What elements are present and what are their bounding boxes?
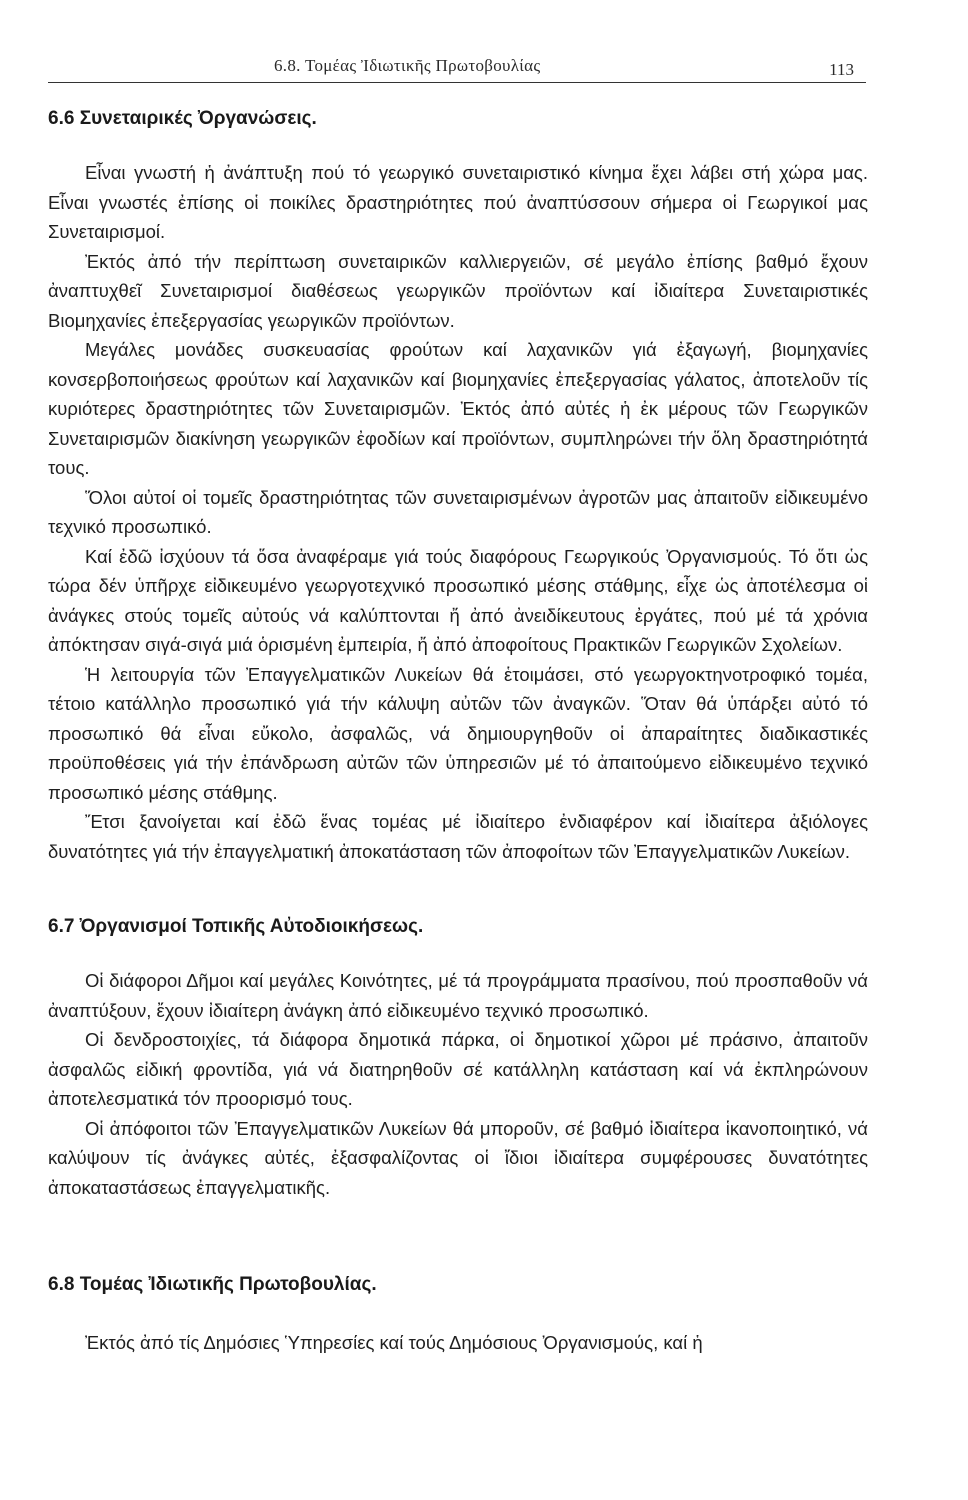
section-body-6-7: [48, 966, 868, 1202]
running-head-title: 6.8. Τομέας Ἰδιωτικῆς Πρωτοβουλίας: [274, 56, 541, 75]
paragraph: Εἶναι γνωστή ἡ ἀνάπτυξη πού τό γεωργικό συνεταιριστικό κίνημα ἔχει λάβει στή χώρα μας. Εἶναι γνωστές ἐπίσης οἱ ποικίλες δραστηριότητες πού ἀναπτύσσουν σήμερα οἱ Γεωργικοί μας Συνεταιρισμοί.: [48, 162, 868, 242]
paragraph: Μεγάλες μονάδες συσκευασίας φρούτων καί λαχανικῶν γιά ἐξαγωγή, βιομηχανίες κονσερβοποιήσεως φρούτων καί λαχανικῶν καί βιομηχανίες ἐπεξεργασίας γάλατος, ἀποτελοῦν τίς κυριότερες δραστηριότητες τῶν Συνεταιρισμῶν. Ἐκτός ἀπό αὐτές ἡ ἐκ μέρους τῶν Γεωργικῶν Συνεταιρισμῶν διακίνηση γεωργικῶν ἐφοδίων καί προϊόντων, συμπληρώνει τήν ὅλη δραστηριότητά τους.: [48, 339, 868, 478]
header-rule: [48, 82, 866, 83]
section-heading-6-8: 6.8 Τομέας Ἰδιωτικῆς Πρωτοβουλίας.: [48, 1274, 377, 1295]
section-heading-6-6: 6.6 Συνεταιρικές Ὀργανώσεις.: [48, 108, 317, 129]
paragraph: Ἔτσι ξανοίγεται καί ἐδῶ ἕνας τομέας μέ ἰδιαίτερο ἐνδιαφέρον καί ἰδιαίτερα ἀξιόλογες δυνατότητες γιά τήν ἐπαγγελματική ἀποκατάσταση τῶν ἀποφοίτων τῶν Ἐπαγγελματικῶν Λυκείων.: [48, 811, 868, 862]
paragraph: Ἐκτός ἀπό τίς Δημόσιες Ὑπηρεσίες καί τούς Δημόσιους Ὀργανισμούς, καί ἡ: [85, 1332, 703, 1353]
paragraph: Ὅλοι αὐτοί οἱ τομεῖς δραστηριότητας τῶν συνεταιρισμένων ἀγροτῶν μας ἀπαιτοῦν εἰδικευμένο τεχνικό προσωπικό.: [48, 486, 868, 537]
running-head: [48, 56, 866, 84]
paragraph: Ἐκτός ἀπό τήν περίπτωση συνεταιρικῶν καλλιεργειῶν, σέ μεγάλο ἐπίσης βαθμό ἔχουν ἀναπτυχθεῖ Συνεταιρισμοί διαθέσεως γεωργικῶν προϊόντων καί ἰδιαίτερα Συνεταιριστικές Βιομηχανίες ἐπεξεργασίας γεωργικῶν προϊόντων.: [48, 250, 868, 331]
section-body-6-6: [48, 158, 868, 866]
paragraph: Καί ἐδῶ ἰσχύουν τά ὅσα ἀναφέραμε γιά τούς διαφόρους Γεωργικούς Ὀργανισμούς. Τό ὅτι ὡς τώρα δέν ὑπῆρχε εἰδικευμένο γεωργοτεχνικό προσωπικό μέσης στάθμης, εἶχε ὡς ἀποτέλεσμα οἱ ἀνάγκες στούς τομεῖς αὐτούς νά καλύπτονται ἤ ἀπό ἀνειδίκευτους ἐργάτες, πού μέ τά χρόνια ἀπόκτησαν σιγά-σιγά μιά ὁρισμένη ἐμπειρία, ἤ ἀπό ἀποφοίτους Πρακτικῶν Γεωργικῶν Σχολείων.: [48, 545, 868, 655]
section-body-6-8: [48, 1328, 868, 1358]
page-number: 113: [829, 60, 854, 79]
paragraph: Οἱ ἀπόφοιτοι τῶν Ἐπαγγελματικῶν Λυκείων θά μποροῦν, σέ βαθμό ἰδιαίτερα ἱκανοποιητικό, νά καλύψουν τίς ἀνάγκες αὐτές, ἐξασφαλίζοντας οἱ ἴδιοι ἰδιαίτερα συμφέρουσες δυνατότητες ἀποκαταστάσεως ἐπαγγελματικῆς.: [48, 1117, 868, 1198]
section-heading-6-7: 6.7 Ὀργανισμοί Τοπικῆς Αὐτοδιοικήσεως.: [48, 916, 424, 937]
paragraph: Οἱ δενδροστοιχίες, τά διάφορα δημοτικά πάρκα, οἱ δημοτικοί χῶροι μέ πράσινο, ἀπαιτοῦν ἀσφαλῶς εἰδική φροντίδα, γιά νά διατηρηθοῦν σέ κατάλληλη κατάσταση καί νά ἐκπληρώνουν ἀποτελεσματικά τόν προορισμό τους.: [48, 1029, 868, 1109]
paragraph: Οἱ διάφοροι Δῆμοι καί μεγάλες Κοινότητες, μέ τά προγράμματα πρασίνου, πού προσπαθοῦν νά ἀναπτύξουν, ἔχουν ἰδιαίτερη ἀνάγκη ἀπό εἰδικευμένο τεχνικό προσωπικό.: [48, 970, 868, 1021]
paragraph: Ἡ λειτουργία τῶν Ἐπαγγελματικῶν Λυκείων θά ἑτοιμάσει, στό γεωργοκτηνοτροφικό τομέα, τέτοιο κατάλληλο προσωπικό γιά τήν κάλυψη αὐτῶν τῶν ἀναγκῶν. Ὅταν θά ὑπάρξει αὐτό τό προσωπικό θά εἶναι εὔκολο, ἀσφαλῶς, νά δημιουργηθοῦν οἱ ἀπαραίτητες διαδικαστικές προϋποθέσεις γιά τήν ἐπάνδρωση αὐτῶν τῶν ὑπηρεσιῶν μέ τό ἀπαιτούμενο εἰδικευμένο τεχνικό προσωπικό μέσης στάθμης.: [48, 663, 868, 803]
